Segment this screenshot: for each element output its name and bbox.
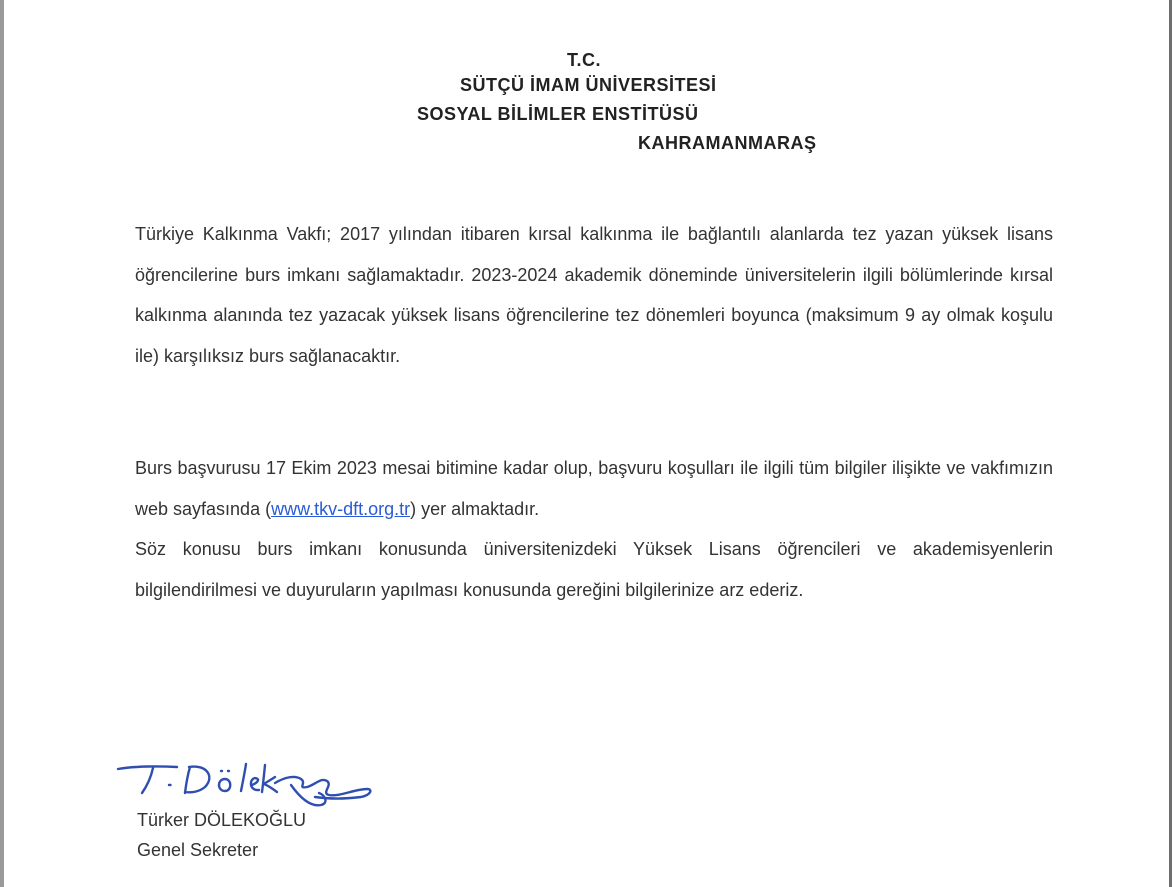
website-link[interactable]: www.tkv-dft.org.tr (271, 498, 411, 519)
body-paragraph-3: Söz konusu burs imkanı konusunda üniversitenizdeki Yüksek Lisans öğrencileri ve akademisyenlerin bilgilendirilmesi ve duyuruların yapılması konusunda gereğini bilgilerinize arz ederiz. (135, 539, 1053, 600)
body-paragraph-1: Türkiye Kalkınma Vakfı; 2017 yılından itibaren kırsal kalkınma ile bağlantılı alanlarda tez yazan yüksek lisans öğrencilerine burs imkanı sağlamaktadır. 2023-2024 akademik döneminde üniversitelerin ilgili bölümlerinde kırsal kalkınma alanında tez yazacak yüksek lisans öğrencilerine tez dönemleri boyunca (maksimum 9 ay olmak koşulu ile) karşılıksız burs sağlanacaktır. (135, 224, 1053, 366)
header-city: KAHRAMANMARAŞ (638, 133, 817, 153)
body-paragraph-2 (135, 448, 1053, 529)
paragraph-2-text-start: Burs başvurusu 17 Ekim 2023 mesai bitimine kadar olup, başvuru koşulları ile ilgili tüm bilgiler ilişikte ve vakfımızın web sayfasında ( (135, 458, 1053, 519)
header-institute: SOSYAL BİLİMLER ENSTİTÜSÜ (417, 104, 699, 124)
header-tc: T.C. (567, 50, 602, 70)
signatory-title: Genel Sekreter (137, 840, 259, 860)
paragraph-2-text-end: ) yer almaktadır. (410, 498, 540, 519)
handwritten-signature (115, 755, 380, 815)
header-university: SÜTÇÜ İMAM ÜNİVERSİTESİ (460, 75, 717, 95)
signatory-name: Türker DÖLEKOĞLU (137, 810, 307, 830)
page-left-edge (0, 0, 4, 887)
